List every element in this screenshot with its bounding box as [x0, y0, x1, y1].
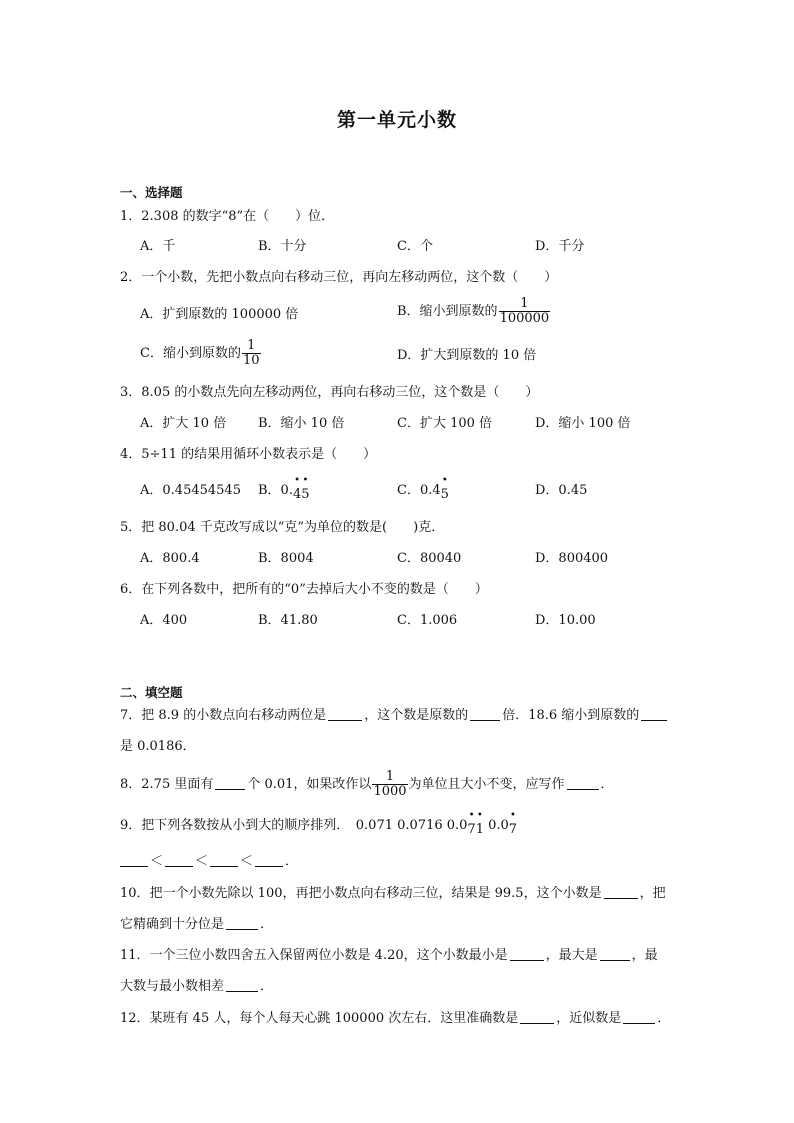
question-7-line-1 [120, 706, 669, 726]
fraction-denominator: 100000 [499, 311, 550, 326]
repeating-digit [467, 810, 476, 840]
question-8 [120, 770, 614, 799]
question-10-text: 它精确到十分位是 [120, 917, 225, 932]
question-6-option-a: A．400 [140, 613, 188, 628]
answer-blank[interactable] [165, 852, 193, 867]
question-2-option-c-text: C．缩小到原数的 [140, 346, 241, 361]
question-3-option-c: C．扩大 100 倍 [397, 416, 493, 431]
question-6-option-d: D．10.00 [535, 613, 596, 628]
question-9 [120, 810, 518, 840]
question-12-text: 12．某班有 45 人，每个人每天心跳 100000 次左右．这里准确数是 [120, 1011, 519, 1026]
question-1-option-b: B．十分 [258, 239, 307, 254]
question-5-option-a: A．800.4 [140, 551, 200, 566]
question-9-text: 0.0 [483, 818, 509, 833]
question-10-text: ． [260, 917, 274, 932]
repeat-dot: • [302, 475, 309, 486]
question-11-line-2 [120, 977, 273, 997]
question-11-text: ，最大是 [545, 948, 598, 963]
page-title: 第一单元小数 [336, 109, 457, 131]
question-10-line-1 [120, 884, 666, 904]
fraction-denominator: 1000 [373, 784, 407, 799]
question-3-stem: 3．8.05 的小数点先向左移动两位，再向右移动三位，这个数是（ ） [120, 385, 539, 400]
digit: 1 [475, 822, 484, 837]
question-10-line-2 [120, 915, 273, 935]
question-9-text: 9．把下列各数按从小到大的顺序排列． 0.071 0.0716 0.0 [120, 818, 468, 833]
answer-blank[interactable] [255, 852, 283, 867]
question-11-text: ． [260, 979, 274, 994]
question-8-text: 为单位且大小不变，应写作 [408, 777, 565, 792]
question-2-option-a: A．扩到原数的 100000 倍 [140, 307, 299, 322]
question-4-option-c-text: C．0.4 [397, 483, 441, 498]
less-than-sign: ＜ [240, 854, 254, 869]
question-4-stem: 4．5÷11 的结果用循环小数表示是（ ） [120, 447, 377, 462]
repeating-digit [301, 475, 310, 505]
fraction-numerator: 1 [242, 339, 261, 354]
question-6-stem: 6．在下列各数中，把所有的“0”去掉后大小不变的数是（ ） [120, 582, 488, 597]
question-4-option-c [397, 475, 449, 505]
question-9-text: ． [285, 854, 299, 869]
question-4-option-b-text: B．0. [258, 483, 293, 498]
question-1-stem: 1．2.308 的数字“8”在（ ）位． [120, 209, 335, 224]
fraction [372, 770, 407, 799]
answer-blank[interactable] [215, 775, 245, 790]
question-1-option-d: D．千分 [535, 239, 585, 254]
question-1-option-c: C．个 [397, 239, 433, 254]
digit: 7 [467, 822, 476, 837]
answer-blank[interactable] [226, 915, 258, 930]
question-5-option-b: B．8004 [258, 551, 314, 566]
question-4-option-a: A．0.45454545 [140, 483, 241, 498]
fraction-numerator: 1 [499, 297, 551, 312]
question-12-text: ． [657, 1011, 671, 1026]
digit: 5 [440, 487, 449, 502]
less-than-sign: ＜ [150, 854, 164, 869]
question-12-text: ，近似数是 [556, 1011, 622, 1026]
repeating-digit [292, 475, 302, 505]
question-8-text: ． [600, 777, 614, 792]
fraction-numerator: 1 [372, 770, 407, 785]
section-heading-fill: 二、填空题 [120, 685, 183, 700]
answer-blank[interactable] [226, 977, 258, 992]
question-9-order-line [120, 852, 298, 872]
question-8-text: 8．2.75 里面有 [120, 777, 214, 792]
question-3-option-d: D．缩小 100 倍 [535, 416, 631, 431]
answer-blank[interactable] [510, 946, 544, 961]
answer-blank[interactable] [641, 706, 667, 721]
question-11-text: ，最 [631, 948, 658, 963]
repeat-dot: • [509, 810, 516, 821]
repeat-dot: • [468, 810, 475, 821]
repeat-dot: • [294, 475, 301, 486]
digit: 7 [508, 822, 518, 837]
question-2-option-c [140, 339, 262, 368]
section-heading-choice: 一、选择题 [120, 185, 183, 200]
question-7-text: 倍．18.6 缩小到原数的 [502, 708, 640, 723]
answer-blank[interactable] [604, 884, 638, 899]
fraction-denominator: 10 [242, 353, 260, 368]
answer-blank[interactable] [567, 775, 599, 790]
question-4-option-b [258, 475, 310, 505]
question-2-stem: 2．一个小数，先把小数点向右移动三位，再向左移动两位，这个数（ ） [120, 270, 558, 285]
question-11-line-1 [120, 946, 658, 966]
answer-blank[interactable] [328, 706, 362, 721]
question-6-option-c: C．1.006 [397, 613, 458, 628]
question-2-option-b [397, 297, 551, 326]
repeat-dot: • [441, 475, 448, 486]
question-7-text: 7．把 8.9 的小数点向右移动两位是 [120, 708, 327, 723]
question-7-text: ，这个数是原数的 [364, 708, 469, 723]
question-2-option-b-text: B．缩小到原数的 [397, 304, 498, 319]
answer-blank[interactable] [210, 852, 238, 867]
answer-blank[interactable] [120, 852, 148, 867]
answer-blank[interactable] [600, 946, 630, 961]
question-7-line-2: 是 0.0186． [120, 739, 196, 754]
question-11-text: 大数与最小数相差 [120, 979, 225, 994]
fraction [499, 297, 551, 326]
question-4-option-d: D．0.45 [535, 483, 588, 498]
fraction [242, 339, 261, 368]
less-than-sign: ＜ [195, 854, 209, 869]
repeating-digit [440, 475, 449, 505]
answer-blank[interactable] [623, 1009, 655, 1024]
answer-blank[interactable] [470, 706, 500, 721]
repeating-digit [475, 810, 484, 840]
question-11-text: 11．一个三位小数四舍五入保留两位小数是 4.20，这个小数最小是 [120, 948, 508, 963]
question-12 [120, 1009, 670, 1029]
question-8-text: 个 0.01，如果改作以 [247, 777, 372, 792]
question-10-text: 10．把一个小数先除以 100，再把小数点向右移动三位，结果是 99.5，这个小数是 [120, 886, 602, 901]
digit: 4 [292, 487, 302, 502]
repeat-dot: • [476, 810, 483, 821]
question-3-option-b: B．缩小 10 倍 [258, 416, 345, 431]
answer-blank[interactable] [520, 1009, 554, 1024]
question-5-option-c: C．80040 [397, 551, 462, 566]
question-5-stem: 5．把 80.04 千克改写成以“克”为单位的数是( )克． [120, 520, 445, 535]
repeating-digit [508, 810, 518, 840]
question-3-option-a: A．扩大 10 倍 [140, 416, 227, 431]
question-6-option-b: B．41.80 [258, 613, 318, 628]
question-5-option-d: D．800400 [535, 551, 609, 566]
digit: 5 [301, 487, 310, 502]
question-10-text: ，把 [639, 886, 666, 901]
question-1-option-a: A．千 [140, 239, 176, 254]
question-2-option-d: D．扩大到原数的 10 倍 [397, 348, 537, 363]
